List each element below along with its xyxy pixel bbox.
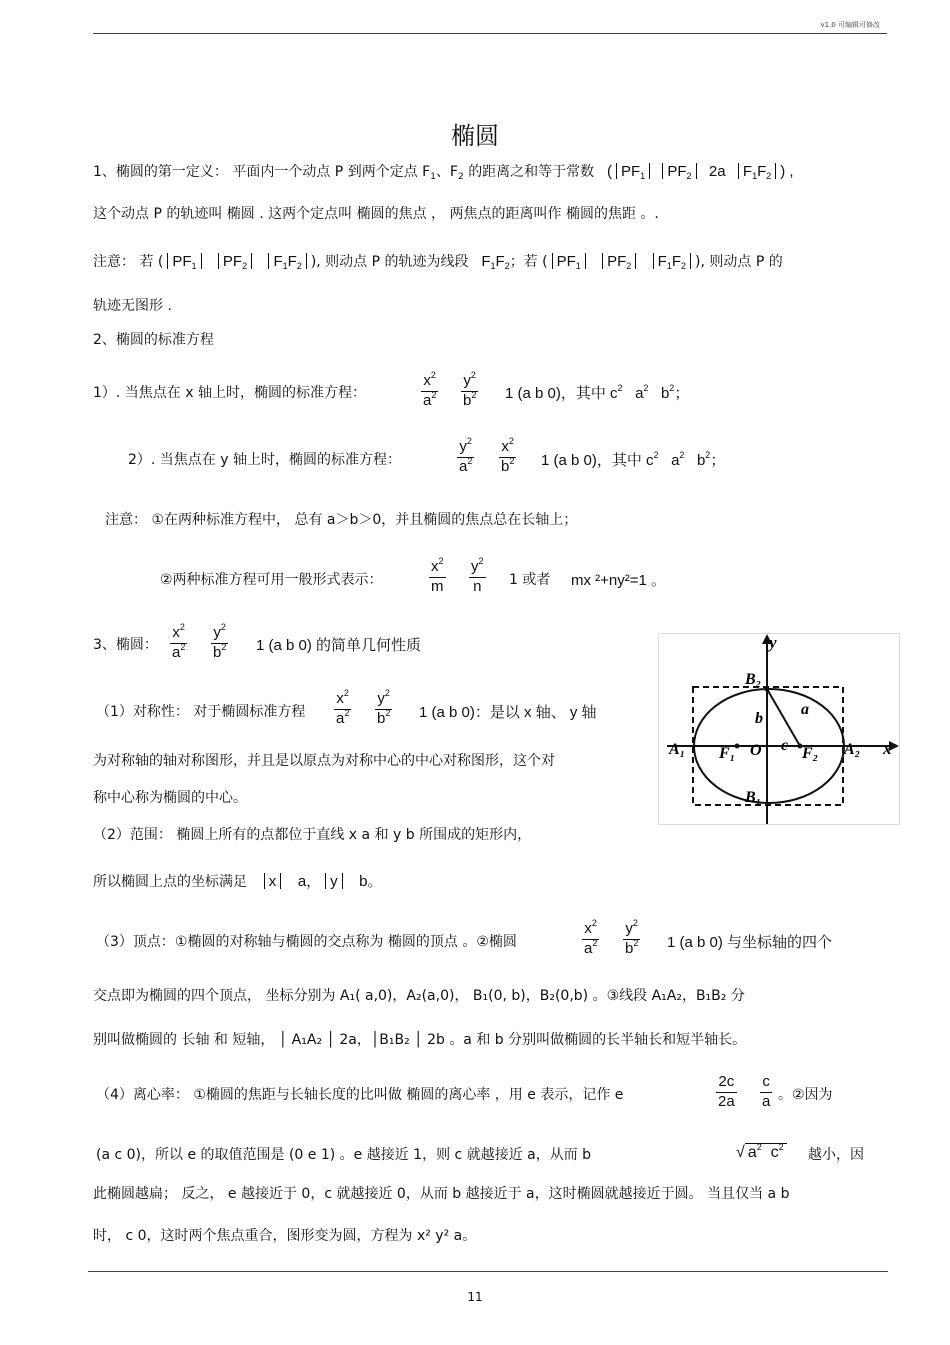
definition-line-2: 这个动点 P 的轨迹叫 椭圆 . 这两个定点叫 椭圆的焦点 ， 两焦点的距离叫作 椭圆的焦距 。. bbox=[93, 206, 659, 222]
frac-x2-a2-sym: $\frac{x^2}{a^2}$ bbox=[336, 688, 350, 727]
label-f2: F₂ bbox=[802, 745, 819, 762]
standard-note-2-mid: 1 或者 bbox=[509, 572, 551, 588]
label-b2: B₂ bbox=[745, 671, 762, 688]
standard-note-2: ②两种标准方程可用一般形式表示： bbox=[160, 572, 383, 588]
frac-y2-b2-vertex: $\frac{y^2}{b^2}$ bbox=[625, 918, 639, 957]
standard-eq-y-cond: 1 (a b 0)，其中 $c^2$ $a^2$ $b^2$； bbox=[541, 450, 726, 469]
range-line-1: （2）范围： 椭圆上所有的点都位于直线 x a 和 y b 所围成的矩形内， bbox=[93, 827, 532, 843]
standard-eq-x: 1）. 当焦点在 x 轴上时，椭圆的标准方程： bbox=[93, 385, 366, 401]
def-text-2: 、F bbox=[435, 164, 458, 180]
version-label: v1.0 可编辑可修改 bbox=[820, 21, 880, 29]
vertex-line-1: （3）顶点：①椭圆的对称轴与椭圆的交点称为 椭圆的顶点 。②椭圆 bbox=[96, 934, 517, 950]
ellipse-figure bbox=[658, 633, 900, 825]
label-a2: A₂ bbox=[844, 741, 861, 758]
eccentricity-line-2: (a c 0)，所以 e 的取值范围是 (0 e 1) 。e 越接近 1，则 c 就越接近 a，从而 b bbox=[96, 1147, 592, 1163]
cond-text-y: 1 (a b 0)，其中 bbox=[541, 452, 642, 469]
footer-rule bbox=[88, 1271, 888, 1272]
eccentricity-line-4: 时， c 0，这时两个焦点重合，图形变为圆，方程为 x² y² a。 bbox=[93, 1228, 477, 1244]
frac-c-a: $\frac{c}{a}$ bbox=[762, 1073, 771, 1110]
definition-note: 注意： 若 ( $PF_1$ $PF_2$ $F_1F_2$ ), 则动点 P 的轨迹为线段 $F_1F_2$；若 ( $PF_1$ $PF_2$ $F_1F_2$ ), 则动点 P 的 bbox=[93, 253, 783, 271]
point-f1 bbox=[735, 744, 740, 749]
range-line-2 bbox=[93, 873, 383, 889]
range-prefix: 所以椭圆上点的坐标满足 bbox=[93, 874, 247, 890]
header-rule bbox=[93, 33, 887, 34]
note-end: ), 则动点 P 的 bbox=[695, 254, 783, 270]
label-y: y bbox=[769, 634, 777, 652]
definition-line-4: 轨迹无图形 . bbox=[93, 298, 172, 314]
label-a1: A₁ bbox=[669, 741, 686, 758]
range-a: a， bbox=[297, 873, 322, 890]
eccentricity-line-3: 此椭圆越扁； 反之， e 越接近于 0，c 就越接近 0，从而 b 越接近于 a，这时椭圆就越接近于圆。 当且仅当 a b bbox=[93, 1186, 790, 1202]
standard-eq-x-cond: 1 (a b 0)，其中 $c^2$ $a^2$ $b^2$； bbox=[505, 383, 690, 402]
ellipse-diagram bbox=[659, 634, 899, 824]
frac-y2-b2-sym: $\frac{y^2}{b^2}$ bbox=[377, 688, 391, 727]
page-number: 11 bbox=[467, 1290, 483, 1304]
label-o: O bbox=[750, 742, 762, 759]
label-a: a bbox=[801, 701, 809, 718]
frac-2c-2a: $\frac{2c}{2a}$ bbox=[718, 1073, 735, 1110]
symmetry-line-3: 称中心称为椭圆的中心。 bbox=[93, 790, 247, 806]
section3-heading-suffix: 1 (a b 0) 的简单几何性质 bbox=[256, 637, 422, 654]
definition-line-1: 1、椭圆的第一定义： 平面内一个动点 P 到两个定点 $F_1$、$F_2$ 的距离之和等于常数 ( $PF_1$ $PF_2$ 2a $F_1F_2$ ) , bbox=[93, 163, 794, 182]
note-mid: ), 则动点 P 的轨迹为线段 bbox=[310, 254, 469, 270]
standard-note-2-end: mx ²+ny²=1 。 bbox=[571, 572, 667, 589]
eccentricity-line-2-end: 越小，因 bbox=[808, 1147, 864, 1163]
frac-y2-a2: $\frac{y^2}{a^2}$ bbox=[459, 436, 473, 475]
symmetry-line-1: （1）对称性： 对于椭圆标准方程 bbox=[96, 704, 306, 720]
page-title: 椭圆 bbox=[451, 122, 499, 150]
range-b: b。 bbox=[359, 873, 383, 890]
note-mid2: ；若 ( bbox=[509, 254, 548, 270]
def-text-3: 的距离之和等于常数 bbox=[468, 164, 595, 180]
frac-x2-a2-vertex: $\frac{x^2}{a^2}$ bbox=[584, 918, 598, 957]
vertex-line-3: 别叫做椭圆的 长轴 和 短轴， │ A₁A₂ │ 2a，│B₁B₂ │ 2b 。a 和 b 分别叫做椭圆的长半轴长和短半轴长。 bbox=[93, 1032, 747, 1048]
symmetry-line-2: 为对称轴的轴对称图形，并且是以原点为对称中心的中心对称图形，这个对 bbox=[93, 753, 555, 769]
eccentricity-line-1: （4）离心率： ①椭圆的焦距与长轴长度的比叫做 椭圆的离心率 ，用 e 表示，记作 e bbox=[96, 1087, 624, 1103]
label-f1: F₁ bbox=[719, 745, 736, 762]
frac-x2-a2-s3: $\frac{x^2}{a^2}$ bbox=[172, 622, 186, 661]
vertex-line-1-suffix: 1 (a b 0) 与坐标轴的四个 bbox=[667, 934, 833, 951]
eccentricity-line-1-suffix: 。②因为 bbox=[778, 1087, 833, 1103]
label-x: x bbox=[883, 739, 892, 758]
frac-y2-n: $\frac{y^2}{n}$ bbox=[471, 556, 484, 595]
standard-eq-y: 2）. 当焦点在 y 轴上时，椭圆的标准方程： bbox=[128, 452, 401, 468]
label-c: c bbox=[781, 737, 789, 754]
sqrt-expression: √ $a^2$ $c^2$ bbox=[736, 1145, 787, 1161]
def-text: 1、椭圆的第一定义： 平面内一个动点 P 到两个定点 F bbox=[93, 164, 431, 180]
frac-x2-b2: $\frac{x^2}{b^2}$ bbox=[501, 436, 515, 475]
label-b: b bbox=[755, 710, 763, 727]
note-prefix: 注意： 若 ( bbox=[93, 254, 164, 270]
frac-y2-b2-s3: $\frac{y^2}{b^2}$ bbox=[213, 622, 227, 661]
vertex-line-2: 交点即为椭圆的四个顶点， 坐标分别为 A₁( a,0)，A₂(a,0)， B₁(0, b)，B₂(0,b) 。③线段 A₁A₂，B₁B₂ 分 bbox=[93, 988, 745, 1004]
section2-heading: 2、椭圆的标准方程 bbox=[93, 332, 214, 348]
cond-text: 1 (a b 0)，其中 bbox=[505, 385, 606, 402]
symmetry-line-1-suffix: 1 (a b 0)：是以 x 轴、 y 轴 bbox=[419, 704, 597, 721]
point-b2 bbox=[765, 687, 770, 692]
standard-note-1: 注意： ①在两种标准方程中， 总有 a＞b＞0，并且椭圆的焦点总在长轴上； bbox=[105, 512, 578, 528]
label-b1: B₁ bbox=[745, 789, 762, 806]
section3-heading: 3、椭圆： bbox=[93, 637, 158, 653]
frac-x2-m: $\frac{x^2}{m}$ bbox=[431, 556, 444, 595]
range-x: x bbox=[268, 873, 277, 890]
frac-y2-b2: $\frac{y^2}{b^2}$ bbox=[463, 370, 477, 409]
frac-x2-a2: $\frac{x^2}{a^2}$ bbox=[423, 370, 437, 409]
range-y: y bbox=[330, 873, 338, 890]
